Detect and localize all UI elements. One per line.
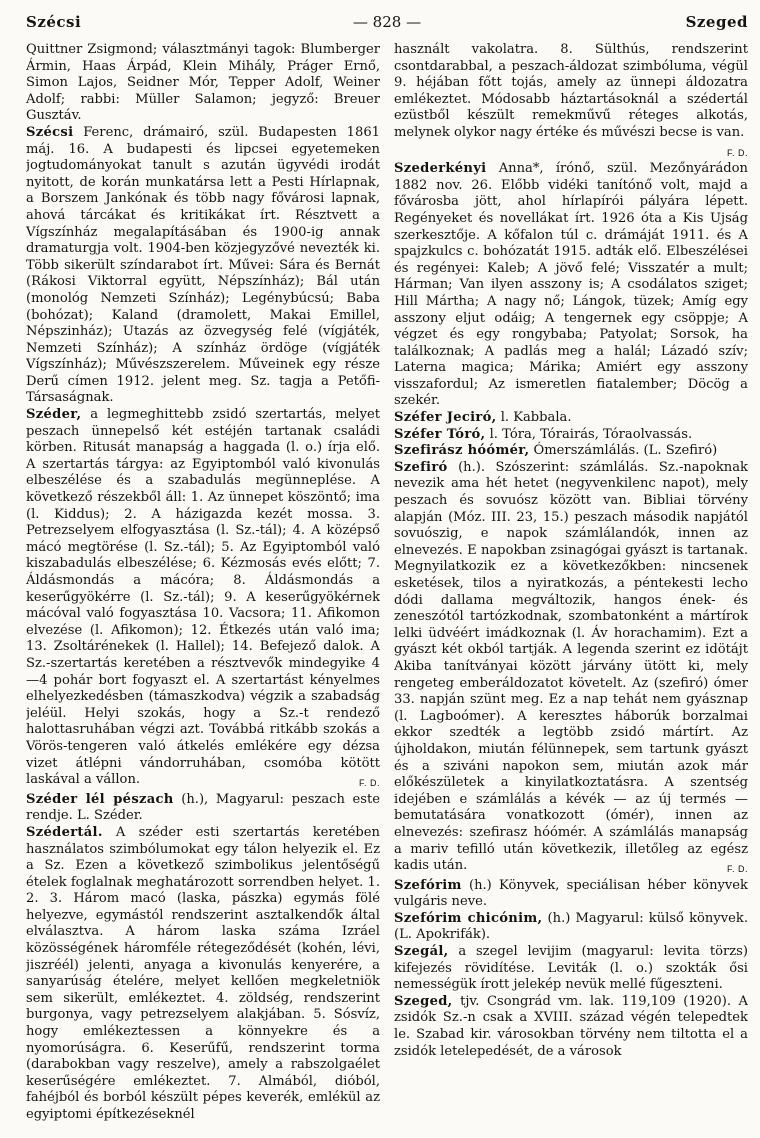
entry-szecsi: Szécsi Ferenc, drámairó, szül. Budapesten 1861 máj. 16. A budapesti és lipcsei egyetemeken jogtudományokat tanult s azután ügyvédi irodát nyitott, de korán munkatársa lett a Pesti Hírlapnak, a Borszem Jankónak és több nagy fővárosi lapnak, ahová tárcákat és kritikákat írt. Résztvett a Vígszínház megalapításában és 1900-ig annak dramaturgja volt. 1904-ben közjegyzővé nevezték ki. Több sikerült színdarabot írt. Művei: Sára és Bernát (Rákosi Viktorral együtt, Népszínház); Bál után (monológ Nemzeti Színház); Legénybúcsú; Baba (bohózat); Kaland (dramolett, Makai Emillel, Népszinház); Utazás az özvegység felé (vígjáték, Nemzeti Színház); A színház ördöge (vígjáték Vígszínház); Művészszerelem. Műveinek egy része Derű címen 1912. jelent meg. Sz. tagja a Petőfi-Társaságnak. (26, 124, 380, 406)
entry-continuation-right: használt vakolatra. 8. Sülthús, rendszerint csontdarabbal, a peszach-áldozat szimbóluma, végül 9. héjában főtt tojás, amely az ünnepi áldozatra emlékeztet. Módosabb háztartásoknál a szédertál ezüstből készült remekművű réteges alkotás, melynek olykor nagy értéke és művészi becse is van. F. D. (394, 42, 748, 142)
entry-continuation: Quittner Zsigmond; választmányi tagok: Blumberger Ármin, Haas Árpád, Klein Mihály, Práger Ernő, Simon Lajos, Seidner Mór, Tepper Adolf, Weiner Adolf; rabbi: Müller Salamon; jegyző: Breuer Gusztáv. (26, 42, 380, 124)
entry-szegal: Szegál, a szegel levijim (magyarul: levita törzs) kifejezés rövidítése. Leviták (l. o.) szokták ősi nemességük írott jelekép nevük mellé fűgeszteni. (394, 944, 748, 993)
entry-szefer-toro: Széfer Tóró, l. Tóra, Tórairás, Tóraolvassás. (394, 426, 693, 442)
right-column (394, 42, 748, 1134)
author-signature: F. D. (726, 864, 748, 875)
entry-szeforim-chiconim: Szefórim chicónim, (h.) Magyarul: külső könyvek. (L. Apokrifák). (394, 910, 748, 943)
two-column-body (26, 42, 748, 1134)
entry-szeder-lel-peszach: Széder lél pészach (h.), Magyarul: peszach este rendje. L. Széder. (26, 791, 380, 824)
page-number: — 828 — (352, 13, 422, 31)
entry-szederkenyi: Szederkényi Anna*, írónő, szül. Mezőnyárádon 1882 nov. 26. Előbb vidéki tanítónő volt, majd a fővárosba jött, ahol hírlapírói pályára lépett. Regényeket és novellákat írt. 1926 óta a Kis Ujság szerkesztője. A kőfalon túl c. drámáját 1911. és A spajzkulcs c. bohózatát 1915. adták elő. Elbeszélései és regényei: Kaleb; A jövő felé; Visszatér a mult; Hárman; Van ilyen asszony is; A csodálatos sziget; Hill Mártha; A nagy nő; Lángok, tüzek; Amíg egy asszony eljut odáig; A tengernek egy csöppje; A végzet és egy rongybaba; Patyolat; Sorsok, ha találkoznak; A padlás meg a halál; Lázadó szív; Laterna magica; Márika; Amiért egy asszony visszafordul; Az ismeretlen fiatalember; Döcög a szekér. (394, 161, 748, 409)
header-right-word: Szeged (685, 13, 748, 31)
entry-szefirasz-hoomer: Szefirász hóómér, Ómerszámlálás. (L. Szefiró) (394, 443, 718, 459)
page-header (26, 10, 748, 34)
left-column (26, 42, 380, 1134)
header-left-word: Szécsi (26, 13, 82, 31)
entry-szedertal: Szédertál. A széder esti szertartás keretében használatos szimbólumokat egy tálon helyezik el. Ez a Sz. Ezen a következő szimbolikus jelentőségű ételek foglalnak meghatározott sorrendben helyet. 1. 2. 3. Három macó (laska, pászka) egymás fölé helyezve, egymástól rendszerint asztalkendők által elválasztva. A három laska száma Izráel közösségének háromféle rétegeződését (kohén, lévi, jiszréél) jelenti, anyaga a kivonulás kenyerére, a sanyarúság ételére, melyet kellően megkeletniök sem sikerült, emlékeztet. 4. zöldség, rendszerint burgonya, vagy petrezselyem alakjában. 5. Sósvíz, hogy emlékeztessen a könnyekre és a nyomorúságra. 6. Keserűfű, rendszerint torma (darabokban vagy reszelve), amely a rabszolgaélet keserűségére emlékeztet. 7. Almából, dióból, fahéjból és borból készült pépes keverék, emlékül az egyiptomi építkezéseknél (26, 824, 380, 1122)
entry-szefiro: Szefiró (h.). Szószerint: számlálás. Sz.-napoknak nevezik ama hét hetet (negyvenkilenc napot), mely peszach és sovuósz között van. Bibliai törvény alapján (Móz. III. 23, 15.) peszach második napjától sovuószig, e napok számlálandók, innen az elnevezés. E napokban zsinagógai gyászt is tartanak. Megnyilatkozik ez a következőkben: nincsenek esketések, tilos a nyiratkozás, a péntekesti lecho dódi dallama megváltozik, hangos ének- és zeneszótól tartózkodnak, szombatonként a mártírok lelki üdvéért imádkoznak (l. Áv horachamim). Ezt a gyászt két okból tartják. A legenda szerint ez idötájt Akiba tanítványai között járvány ütött ki, mely rengeteg emberáldozatot követelt. Az (szefiró) ómer 33. napján szünt meg. Ez a nap tehát nem gyásznap (l. Lagboómer). A keresztes háborúk borzalmai ekkor szedték a legtöbb zsidó mártírt. Az újholdakon, miután félünnepek, sem tartunk gyászt és a sziváni napokon sem, miután azok már előkészületek a kinyilatkoztatásra. A szentség idejében e számlálás a kévék — az új termés — bemutatására vonatkozott (ómér), innen az elnevezés: szefirasz hóómér. A számlálás manapság a mariv tefilló után következik, illetőleg az egész kadis után. F. D. (394, 460, 748, 875)
author-signature: F. D. (726, 147, 748, 158)
entry-szeged: Szeged, tjv. Csongrád vm. lak. 119,109 (1920). A zsidók Sz.-n csak a XVIII. század végén telepedtek le. Szabad kir. városokban törvény nem tiltotta el a zsidók letelepedését, de a városok (394, 993, 748, 1059)
author-signature: F. D. (358, 778, 380, 789)
entry-szefer-jeciro: Széfer Jeciró, l. Kabbala. (394, 410, 572, 426)
entry-szeforim: Szefórim (h.) Könyvek, speciálisan héber könyvek vulgáris neve. (394, 877, 748, 910)
entry-szeder: Széder, a legmeghittebb zsidó szertartás, melyet peszach ünnepelső két estéjén tartanak családi körben. Ritusát manapság a haggada (l. o.) írja elő. A szertartás tárgya: az Egyiptomból való kivonulás elbeszélése és a szabadulás megünneplése. A következő részekből áll: 1. Az ünnepet köszöntő; ima (l. Kiddus); 2. A házigazda kezét mossa. 3. Petrezselyem elfogyasztása (l. Sz.-tál); 4. A középső mácó megtörése (l. Sz.-tál); 5. Az Egyiptomból való kiszabadulás elbeszélése; 6. Kézmosás evés előtt; 7. Áldásmondás a mácóra; 8. Áldásmondás a keserűgyökérre (l. Sz.-tál); 9. A keserűgyökérnek mácóval való fogyasztása 10. Vacsora; 11. Afikomon elvezése (l. Afikomon); 12. Étkezés után való ima; 13. Zsoltárénekek (l. Hallel); 14. Befejező dalok. A Sz.-szertartás keretében a résztvevők mindegyike 4—4 pohár bort fogyaszt el. A szertartást kényelmes elhelyezkedésben (támaszkodva) végzik a szabadság jeléül. Helyi szokás, hogy a Sz.-t rendező halottasruhában végzi azt. Továbbá ritkább szokás a Vörös-tengeren való átkelés emlékére egy dézsa vizet átlépni vándorruhában, csomóba kötött laskával a vállon. F. D. (26, 407, 380, 789)
